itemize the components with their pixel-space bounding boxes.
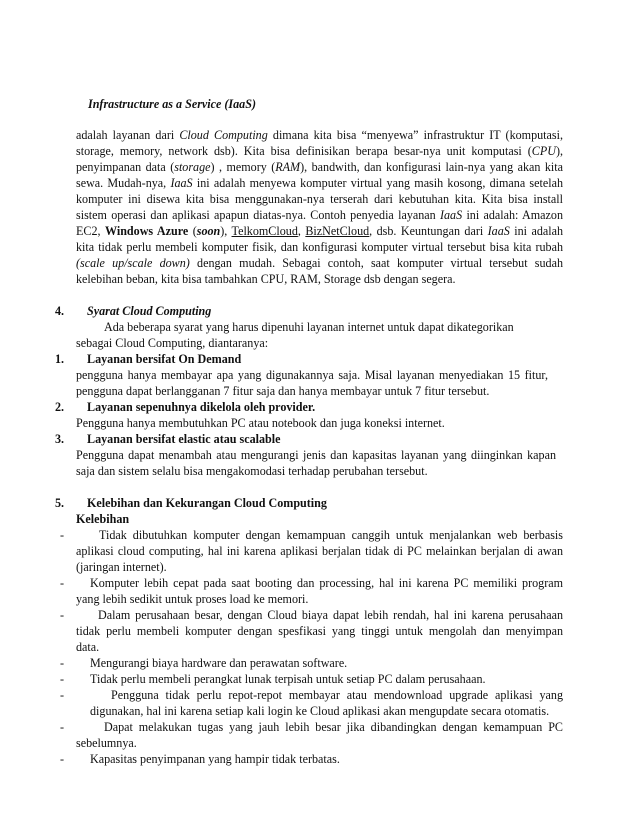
bullet-dash: -: [60, 576, 65, 590]
bullet-text: Dapat melakukan tugas yang jauh lebih besar jika dibandingkan dengan kemampuan PC: [104, 720, 563, 734]
bullet-text: data.: [76, 640, 100, 654]
section-subtitle: Kelebihan: [76, 512, 130, 526]
section-intro: Ada beberapa syarat yang harus dipenuhi layanan internet untuk dapat dikategorikan: [104, 320, 514, 334]
list-text: pengguna hanya membayar apa yang digunakannya saja. Misal layanan menyediakan 15 fitur,: [76, 368, 548, 382]
iaas-heading: Infrastructure as a Service (IaaS): [88, 97, 256, 111]
bullet-text: Tidak perlu membeli perangkat lunak terpisah untuk setiap PC dalam perusahaan.: [90, 672, 486, 686]
bullet-text: yang lebih sedikit untuk proses load ke memori.: [76, 592, 309, 606]
iaas-line: EC2, Windows Azure (soon), TelkomCloud, BizNetCloud, dsb. Keuntungan dari IaaS ini adalah: [76, 224, 564, 238]
iaas-line: storage, memory, network dsb). Kita bisa definisikan berapa besar-nya unit komputasi (CPU),: [76, 144, 563, 158]
iaas-line: kita tidak perlu membeli komputer fisik, dan konfigurasi komputer virtual tersebut bisa kita rubah: [76, 240, 563, 254]
list-text: Pengguna dapat menambah atau mengurangi jenis dan kapasitas layanan yang diinginkan kapan: [76, 448, 556, 462]
bullet-dash: -: [60, 688, 65, 702]
bullet-text: Tidak dibutuhkan komputer dengan kemampuan canggih untuk menjalankan web berbasis: [99, 528, 563, 542]
iaas-line: sewa. Mudah-nya, IaaS ini adalah menyewa komputer virtual yang masih kosong, dimana setelah: [76, 176, 563, 190]
bullet-text: tidak perlu membeli komputer dengan spesfikasi yang tinggi untuk mengolah dan menyimpan: [76, 624, 563, 638]
bullet-dash: -: [60, 656, 65, 670]
section-title: Syarat Cloud Computing: [87, 304, 212, 318]
bullet-text: sebelumnya.: [76, 736, 137, 750]
bullet-text: Komputer lebih cepat pada saat booting dan processing, hal ini karena PC memiliki program: [90, 576, 563, 590]
bullet-text: aplikasi cloud computing, hal ini karena aplikasi berjalan tidak di PC melainkan berjalan di awan: [76, 544, 563, 558]
bullet-dash: -: [60, 608, 65, 622]
list-number: 1.: [55, 352, 65, 366]
bullet-text: Dalam perusahaan besar, dengan Cloud biaya dapat lebih rendah, hal ini karena perusahaan: [98, 608, 563, 622]
iaas-line: (scale up/scale down) dengan mudah. Sebagai contoh, saat komputer virtual tersebut sudah: [76, 256, 563, 270]
bullet-text: Mengurangi biaya hardware dan perawatan software.: [90, 656, 348, 670]
iaas-line: adalah layanan dari Cloud Computing dimana kita bisa “menyewa” infrastruktur IT (komputasi,: [76, 128, 563, 142]
section-number: 5.: [55, 496, 65, 510]
iaas-line: komputer ini disewa kita bisa menggunakan-nya terserah dari kebutuhan kita. Kita bisa install: [76, 192, 563, 206]
iaas-line: sistem operasi dan aplikasi apapun diatas-nya. Contoh penyedia layanan IaaS ini adalah: Amazon: [76, 208, 563, 222]
iaas-line: penyimpanan data (storage) , memory (RAM), bandwith, dan konfigurasi lain-nya yang akan kita: [76, 160, 564, 174]
list-title: Layanan bersifat On Demand: [87, 352, 242, 366]
list-title: Layanan bersifat elastic atau scalable: [87, 432, 281, 446]
bullet-text: digunakan, hal ini karena setiap kali login ke Cloud aplikasi akan mengupdate secara otomatis.: [90, 704, 550, 718]
list-number: 2.: [55, 400, 65, 414]
bullet-text: Kapasitas penyimpanan yang hampir tidak terbatas.: [90, 752, 340, 766]
iaas-line: kelebihan beban, kita bisa tambahkan CPU, RAM, Storage dsb dengan segera.: [76, 272, 456, 286]
bullet-dash: -: [60, 672, 65, 686]
bullet-dash: -: [60, 720, 65, 734]
list-text: pengguna dapat berlangganan 7 fitur saja dan hanya membayar untuk 7 fitur tersebut.: [76, 384, 490, 398]
bullet-dash: -: [60, 528, 65, 542]
list-number: 3.: [55, 432, 65, 446]
list-text: Pengguna hanya membutuhkan PC atau notebook dan juga koneksi internet.: [76, 416, 445, 430]
bullet-text: (jaringan internet).: [76, 560, 167, 574]
list-title: Layanan sepenuhnya dikelola oleh provider.: [87, 400, 316, 414]
list-text: saja dan sistem selalu bisa mengakomodasi terhadap perubahan tersebut.: [76, 464, 428, 478]
section-intro: sebagai Cloud Computing, diantaranya:: [76, 336, 269, 350]
telkomcloud-link[interactable]: TelkomCloud: [231, 224, 298, 238]
section-number: 4.: [55, 304, 65, 318]
biznetcloud-link[interactable]: BizNetCloud: [305, 224, 370, 238]
bullet-dash: -: [60, 752, 65, 766]
bullet-text: Pengguna tidak perlu repot-repot membayar atau mendownload upgrade aplikasi yang: [111, 688, 563, 702]
section-title: Kelebihan dan Kekurangan Cloud Computing: [87, 496, 327, 510]
